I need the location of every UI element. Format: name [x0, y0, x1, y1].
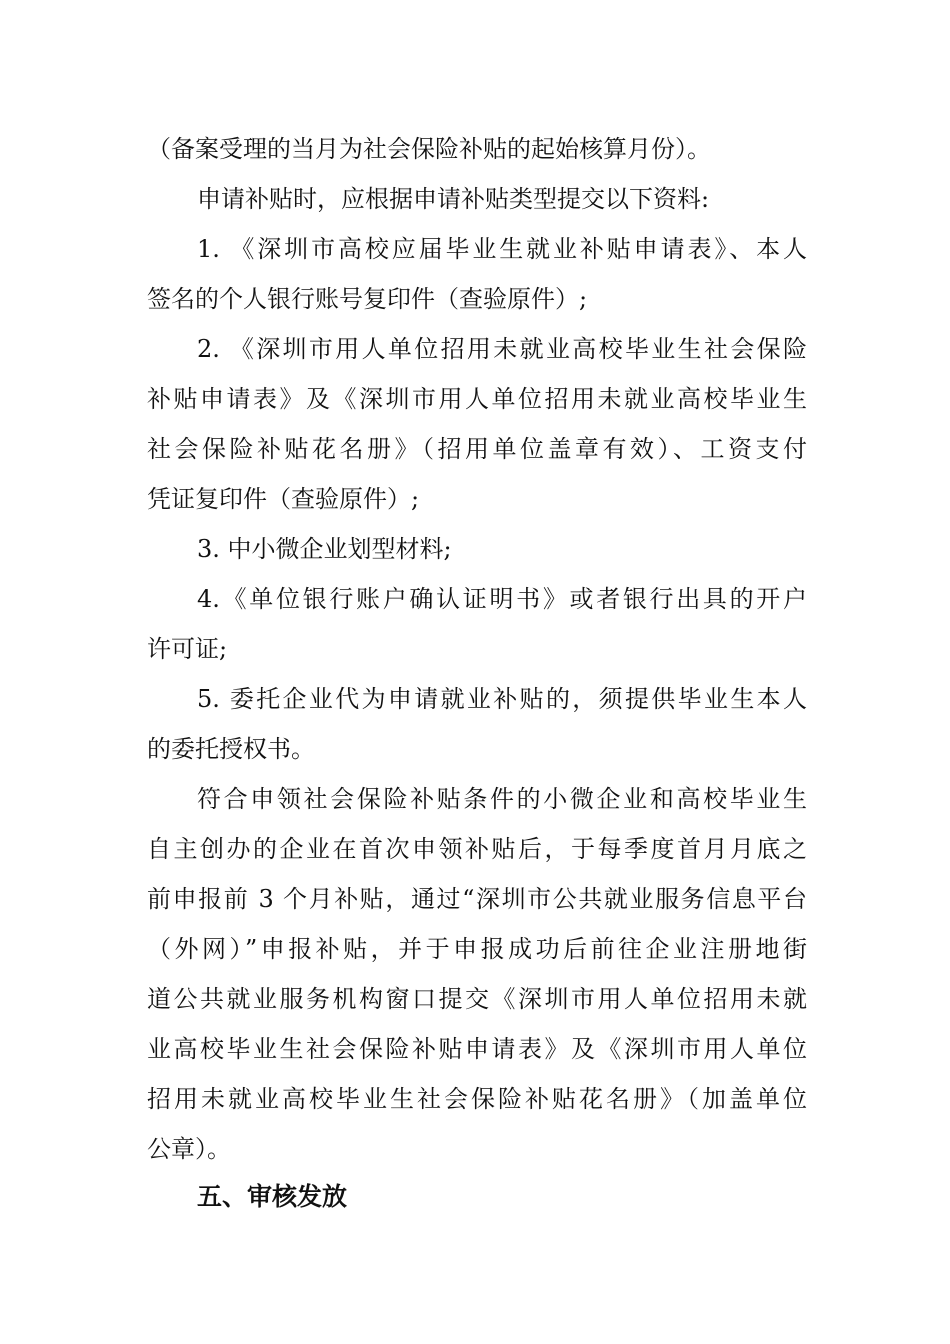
text-line-17: （外网）”申报补贴，并于申报成功后前往企业注册地街 [147, 935, 807, 963]
text-line-1: （备案受理的当月为社会保险补贴的起始核算月份）。 [147, 135, 711, 163]
text-line-4: 签名的个人银行账号复印件（查验原件）; [147, 285, 588, 313]
text-line-19: 业高校毕业生社会保险补贴申请表》及《深圳市用人单位 [147, 1035, 807, 1063]
text-line-9: 3. 中小微企业划型材料; [197, 535, 452, 563]
text-line-20: 招用未就业高校毕业生社会保险补贴花名册》（加盖单位 [147, 1085, 807, 1113]
text-line-7: 社会保险补贴花名册》（招用单位盖章有效）、工资支付 [147, 435, 807, 463]
text-line-15: 自主创办的企业在首次申领补贴后，于每季度首月月底之 [147, 835, 807, 863]
text-line-18: 道公共就业服务机构窗口提交《深圳市用人单位招用未就 [147, 985, 807, 1013]
section-heading: 五、审核发放 [197, 1182, 348, 1211]
text-line-6: 补贴申请表》及《深圳市用人单位招用未就业高校毕业生 [147, 385, 807, 413]
text-line-14: 符合申领社会保险补贴条件的小微企业和高校毕业生 [197, 785, 807, 813]
text-line-13: 的委托授权书。 [147, 735, 315, 763]
text-line-21: 公章）。 [147, 1135, 231, 1163]
text-line-2: 申请补贴时，应根据申请补贴类型提交以下资料: [197, 185, 710, 213]
text-line-11: 许可证; [147, 635, 228, 663]
text-line-10: 4.《单位银行账户确认证明书》或者银行出具的开户 [197, 585, 807, 613]
text-line-16: 前申报前 3 个月补贴，通过“深圳市公共就业服务信息平台 [147, 885, 807, 913]
text-line-3: 1. 《深圳市高校应届毕业生就业补贴申请表》、本人 [197, 235, 807, 263]
text-line-12: 5. 委托企业代为申请就业补贴的，须提供毕业生本人 [197, 685, 807, 713]
text-line-5: 2. 《深圳市用人单位招用未就业高校毕业生社会保险 [197, 335, 807, 363]
text-line-8: 凭证复印件（查验原件）; [147, 485, 420, 513]
